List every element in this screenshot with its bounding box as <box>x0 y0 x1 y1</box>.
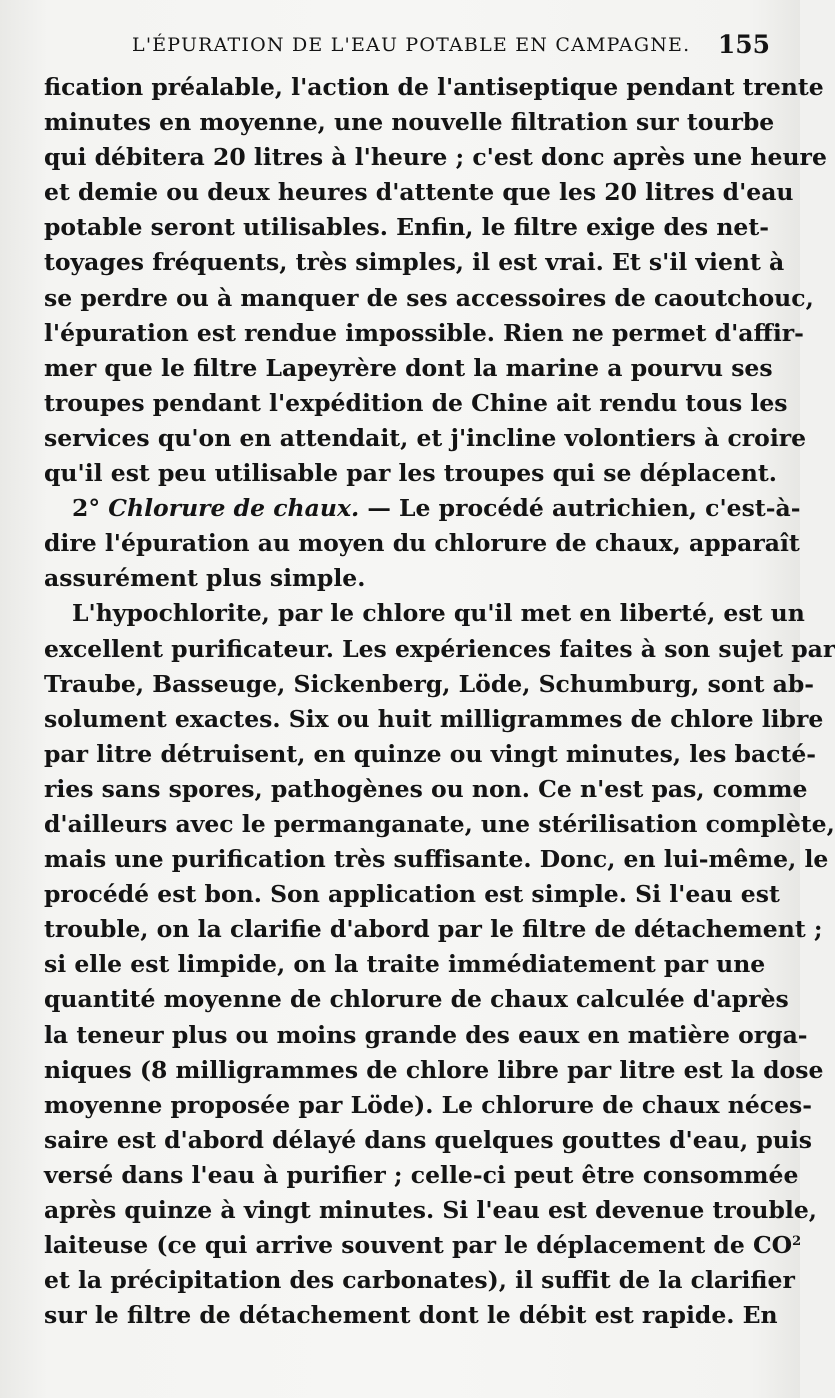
text-line: ries sans spores, pathogènes ou non. Ce n'est pas, comme <box>44 774 808 803</box>
text-line: solument exactes. Six ou huit milligrammes de chlore libre <box>44 704 824 733</box>
text-line: assurément plus simple. <box>44 564 366 593</box>
text-line: minutes en moyenne, une nouvelle filtration sur tourbe <box>44 108 775 137</box>
text-line-content: laiteuse (ce qui arrive souvent par le déplacement de CO <box>44 1231 793 1260</box>
section-heading-line <box>44 491 801 526</box>
text-line: se perdre ou à manquer de ses accessoires de caoutchouc, <box>44 283 814 312</box>
text-line: par litre détruisent, en quinze ou vingt minutes, les bacté- <box>44 739 817 768</box>
text-line: si elle est limpide, on la traite immédiatement par une <box>44 950 766 979</box>
text-line-with-superscript <box>44 1228 802 1263</box>
body-text <box>44 70 835 1333</box>
text-line: niques (8 milligrammes de chlore libre par litre est la dose <box>44 1055 824 1084</box>
text-line: après quinze à vingt minutes. Si l'eau est devenue trouble, <box>44 1196 817 1224</box>
text-line: qu'il est peu utilisable par les troupes qui se déplacent. <box>44 459 777 488</box>
running-head <box>40 30 770 68</box>
text-line: potable seront utilisables. Enfin, le filtre exige des net- <box>44 213 769 242</box>
text-line: services qu'on en attendait, et j'incline volontiers à croire <box>44 423 807 452</box>
text-line: L'hypochlorite, par le chlore qu'il met en liberté, est un <box>72 599 805 628</box>
text-line: et la précipitation des carbonates), il suffit de la clarifier <box>44 1266 795 1295</box>
text-line: sur le filtre de détachement dont le débit est rapide. En <box>44 1301 778 1330</box>
text-line: l'épuration est rendue impossible. Rien ne permet d'affir- <box>44 318 804 347</box>
text-line: Traube, Basseuge, Sickenberg, Löde, Schumburg, sont ab- <box>44 669 815 698</box>
section-title: Chlorure de chaux. <box>108 494 360 523</box>
text-line: troupes pendant l'expédition de Chine ait rendu tous les <box>44 388 788 417</box>
text-line: saire est d'abord délayé dans quelques gouttes d'eau, puis <box>44 1125 813 1154</box>
text-line: qui débitera 20 litres à l'heure ; c'est donc après une heure <box>44 143 827 172</box>
text-line: et demie ou deux heures d'attente que les 20 litres d'eau <box>44 178 794 207</box>
text-line: dire l'épuration au moyen du chlorure de chaux, apparaît <box>44 529 800 558</box>
running-title: L'ÉPURATION DE L'EAU POTABLE EN CAMPAGNE. <box>132 34 691 56</box>
page-number: 155 <box>717 30 770 59</box>
text-line: d'ailleurs avec le permanganate, une stérilisation complète, <box>44 809 835 838</box>
section-number: 2° <box>72 494 101 523</box>
section-first-line-text: — Le procédé autrichien, c'est-à- <box>367 494 801 523</box>
text-line: procédé est bon. Son application est simple. Si l'eau est <box>44 880 780 909</box>
text-line: versé dans l'eau à purifier ; celle-ci peut être consommée <box>44 1160 799 1189</box>
text-line: fication préalable, l'action de l'antiseptique pendant trente <box>44 73 824 101</box>
superscript: 2 <box>792 1234 802 1250</box>
text-line: mais une purification très suffisante. Donc, en lui-même, le <box>44 845 829 874</box>
text-line: excellent purificateur. Les expériences faites à son sujet par <box>44 634 835 663</box>
text-line: la teneur plus ou moins grande des eaux en matière orga- <box>44 1020 808 1049</box>
text-line: toyages fréquents, très simples, il est vrai. Et s'il vient à <box>44 248 785 277</box>
text-line: mer que le filtre Lapeyrère dont la marine a pourvu ses <box>44 353 773 382</box>
text-line: quantité moyenne de chlorure de chaux calculée d'après <box>44 985 789 1014</box>
text-line: moyenne proposée par Löde). Le chlorure de chaux néces- <box>44 1090 813 1119</box>
text-line: trouble, on la clarifie d'abord par le filtre de détachement ; <box>44 915 823 944</box>
